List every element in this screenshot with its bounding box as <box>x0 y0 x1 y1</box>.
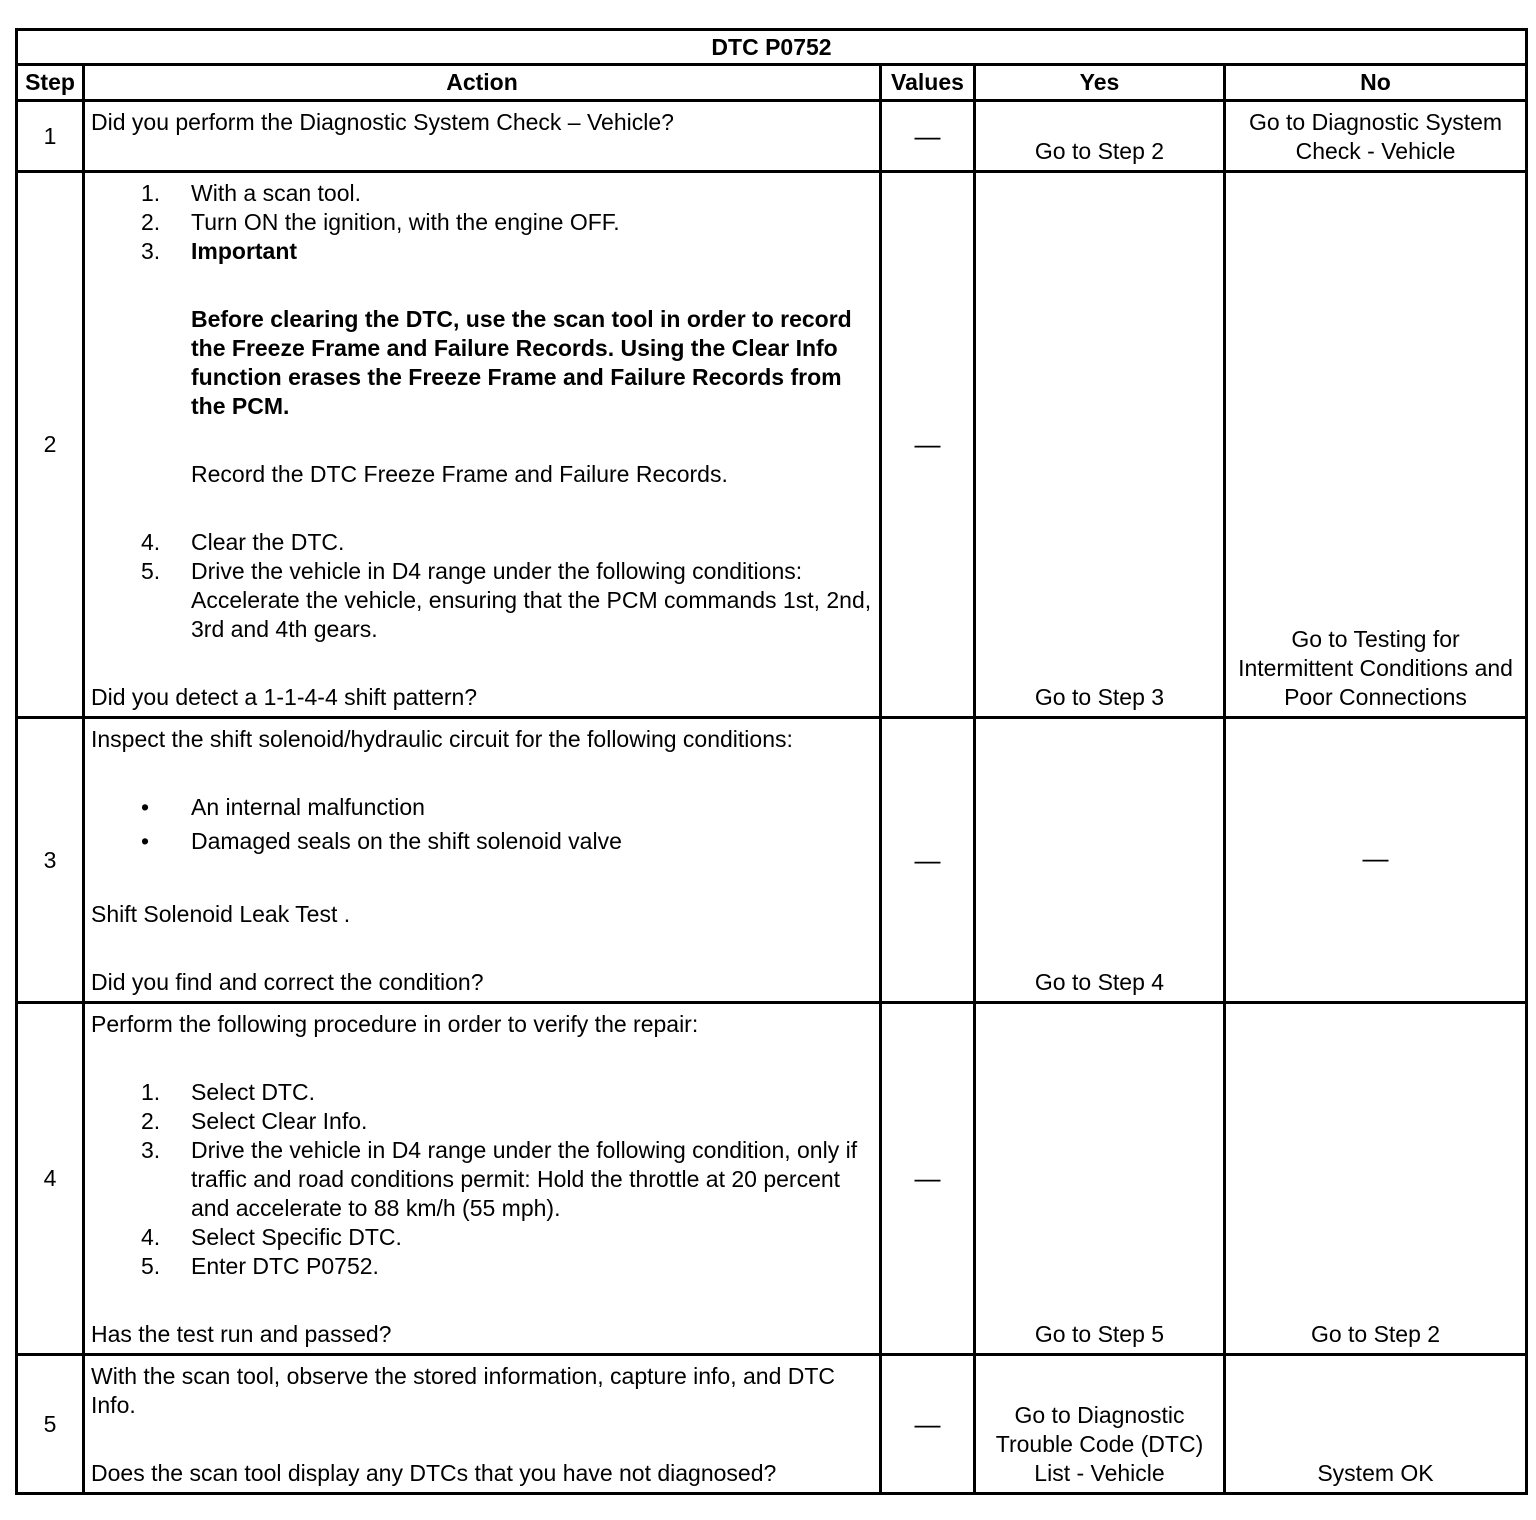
yes-cell: Go to Step 5 <box>975 1003 1225 1355</box>
values-cell: — <box>881 101 975 172</box>
condition-list <box>91 793 873 856</box>
list-item: • Damaged seals on the shift solenoid valve <box>141 828 622 854</box>
procedure-list <box>91 179 873 266</box>
bullet-icon: • <box>141 828 150 854</box>
yes-cell: Go to Step 3 <box>975 172 1225 718</box>
intro-text: With the scan tool, observe the stored information, capture info, and DTC Info. <box>91 1363 836 1418</box>
table-row <box>17 172 1527 718</box>
list-item: 3. Drive the vehicle in D4 range under the following condition, only if traffic and road conditions permit: Hold the throttle at 20 percent and accelerate to 88 km/h (55 mph). <box>141 1137 858 1221</box>
procedure-list <box>91 528 873 644</box>
no-cell: Go to Testing for Intermittent Conditions and Poor Connections <box>1225 172 1527 718</box>
action-cell <box>84 1355 881 1494</box>
step-number: 2 <box>17 172 84 718</box>
header-row <box>17 65 1527 101</box>
intro-text: Perform the following procedure in order to verify the repair: <box>91 1011 699 1037</box>
header-action: Action <box>84 65 881 101</box>
table-row <box>17 1355 1527 1494</box>
list-item: • An internal malfunction <box>141 794 425 820</box>
list-item: 5. Enter DTC P0752. <box>141 1253 379 1279</box>
note-text: Shift Solenoid Leak Test . <box>91 901 351 927</box>
list-item: 2. Select Clear Info. <box>141 1108 368 1134</box>
bullet-icon: • <box>141 794 150 820</box>
values-cell: — <box>881 718 975 1003</box>
action-cell <box>84 718 881 1003</box>
no-cell: System OK <box>1225 1355 1527 1494</box>
table-row <box>17 1003 1527 1355</box>
no-cell: Go to Diagnostic System Check - Vehicle <box>1225 101 1527 172</box>
table-title: DTC P0752 <box>17 30 1527 65</box>
action-cell <box>84 1003 881 1355</box>
question-text: Has the test run and passed? <box>91 1321 392 1347</box>
table-row <box>17 101 1527 172</box>
question-text: Does the scan tool display any DTCs that you have not diagnosed? <box>91 1460 777 1486</box>
list-item: 4. Clear the DTC. <box>141 529 345 555</box>
yes-cell: Go to Step 2 <box>975 101 1225 172</box>
record-note: Record the DTC Freeze Frame and Failure Records. <box>191 461 728 487</box>
yes-cell: Go to Diagnostic Trouble Code (DTC) List - Vehicle <box>975 1355 1225 1494</box>
list-item: 2. Turn ON the ignition, with the engine OFF. <box>141 209 620 235</box>
action-cell <box>84 172 881 718</box>
list-item: 1. Select DTC. <box>141 1079 315 1105</box>
step-number: 5 <box>17 1355 84 1494</box>
header-step: Step <box>17 65 84 101</box>
question-text: Did you perform the Diagnostic System Check – Vehicle? <box>91 109 674 135</box>
question-text: Did you detect a 1-1-4-4 shift pattern? <box>91 684 478 710</box>
header-yes: Yes <box>975 65 1225 101</box>
values-cell: — <box>881 172 975 718</box>
list-item: 1. With a scan tool. <box>141 180 362 206</box>
no-cell: Go to Step 2 <box>1225 1003 1527 1355</box>
list-item: 4. Select Specific DTC. <box>141 1224 402 1250</box>
values-cell: — <box>881 1355 975 1494</box>
action-cell <box>84 101 881 172</box>
important-note: Before clearing the DTC, use the scan tool in order to record the Freeze Frame and Failure Records. Using the Clear Info function erases the Freeze Frame and Failure Records from the PCM. <box>191 306 852 419</box>
step-number: 4 <box>17 1003 84 1355</box>
question-text: Did you find and correct the condition? <box>91 969 484 995</box>
no-cell: — <box>1225 718 1527 1003</box>
intro-text: Inspect the shift solenoid/hydraulic circuit for the following conditions: <box>91 726 793 752</box>
header-no: No <box>1225 65 1527 101</box>
step-number: 3 <box>17 718 84 1003</box>
procedure-list <box>91 1078 873 1281</box>
dtc-table <box>15 28 1528 1495</box>
list-item: 3. Important <box>141 238 298 264</box>
step-number: 1 <box>17 101 84 172</box>
table-row <box>17 718 1527 1003</box>
yes-cell: Go to Step 4 <box>975 718 1225 1003</box>
list-item: 5. Drive the vehicle in D4 range under the following conditions: Accelerate the vehicle, ensuring that the PCM commands 1st, 2nd, 3rd and 4th gears. <box>141 558 872 642</box>
header-values: Values <box>881 65 975 101</box>
values-cell: — <box>881 1003 975 1355</box>
